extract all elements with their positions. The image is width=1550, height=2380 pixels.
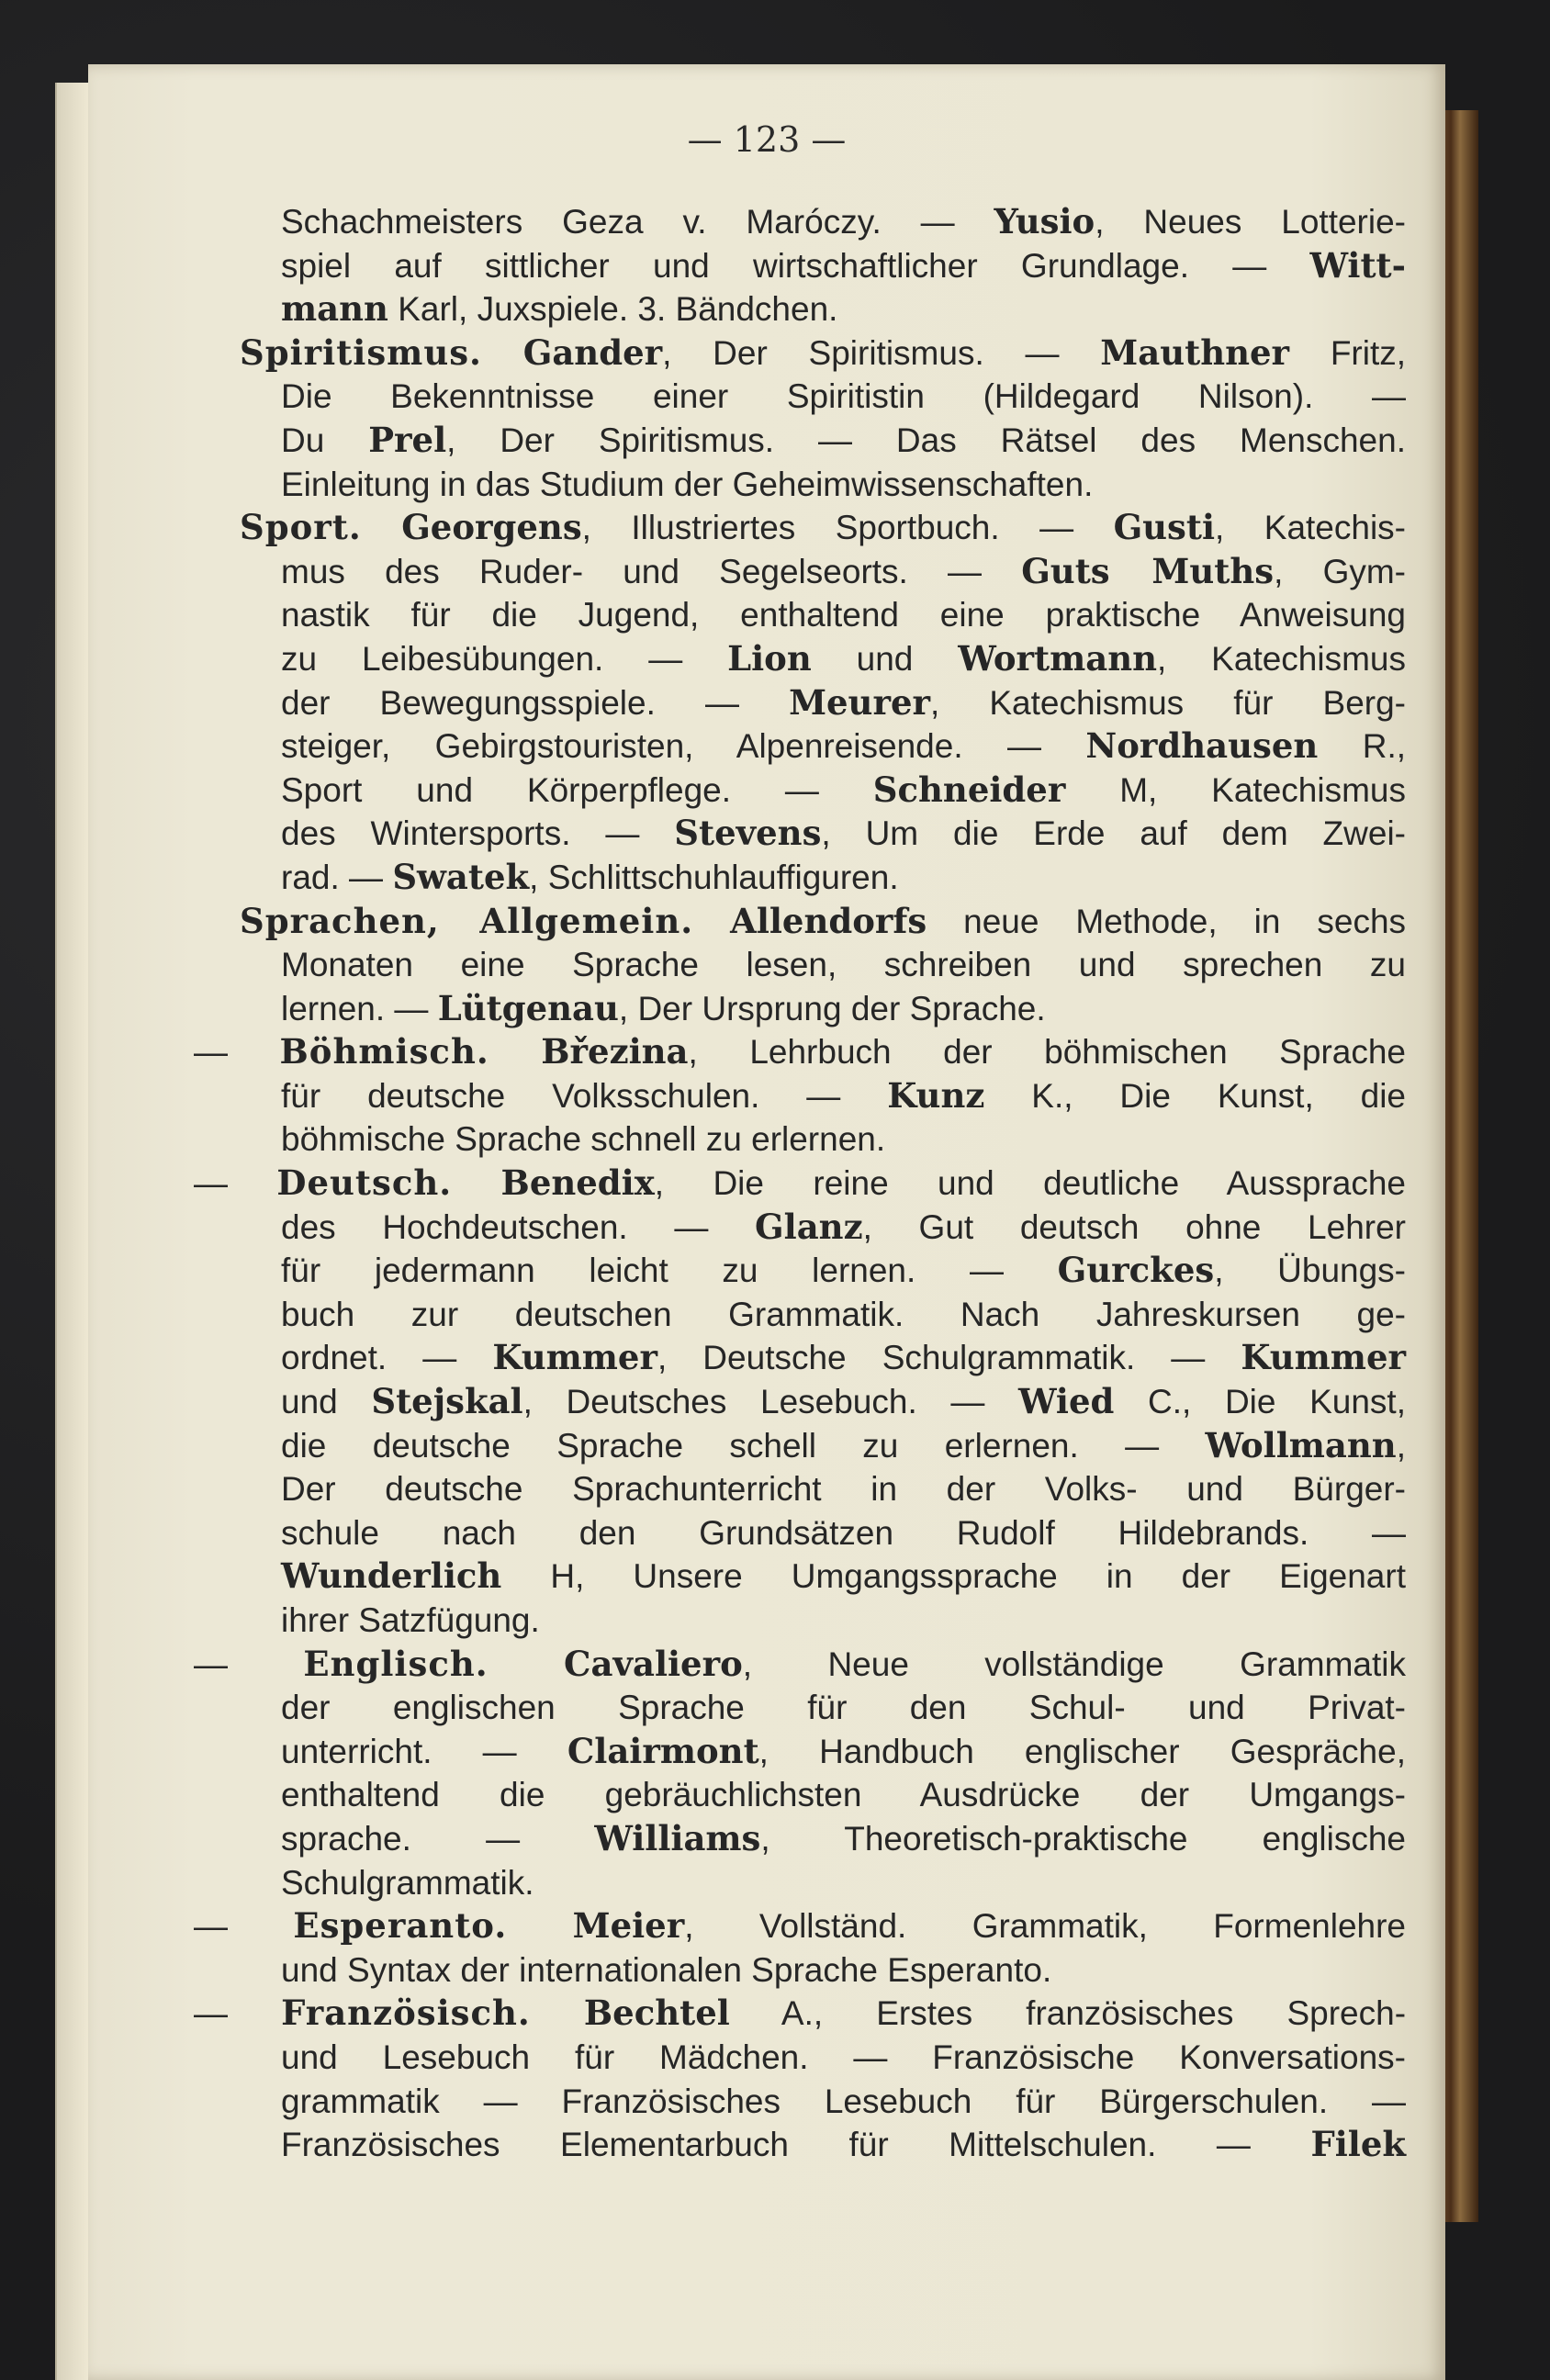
text-run [507, 1907, 572, 1945]
text-run: grammatik — Französisches Lesebuch für Bürgerschulen. — [281, 2082, 1406, 2120]
author-name: Kummer [1241, 1337, 1406, 1378]
text-line [240, 1293, 1406, 1337]
keyword-heading: Spiritismus. [240, 331, 482, 373]
author-name: Swatek [392, 856, 530, 897]
author-name: Nordhausen [1085, 725, 1319, 767]
text-run: , Theoretisch-praktische englische [760, 1819, 1406, 1858]
author-name: Benedix [500, 1162, 655, 1204]
text-line [240, 287, 1406, 331]
text-run: M, Katechismus [1065, 770, 1406, 809]
text-line [240, 1948, 1406, 1993]
text-run: der Bewegungsspiele. — [281, 683, 790, 722]
text-run: Fritz, [1289, 333, 1407, 372]
text-line [240, 1599, 1406, 1643]
text-line [240, 1074, 1406, 1118]
author-name: Mauthner [1100, 331, 1290, 373]
author-name: Gurckes [1057, 1250, 1215, 1291]
text-run: Sport und Körperpflege. — [281, 770, 873, 809]
text-run [489, 1645, 564, 1683]
text-run: , Katechismus [1157, 639, 1406, 678]
author-name: Witt- [1309, 244, 1406, 286]
text-run [482, 334, 523, 372]
keyword-heading: Deutsch. [276, 1162, 453, 1204]
keyword-heading: Sprachen, Allgemein. [240, 900, 694, 941]
text-run [693, 903, 730, 940]
text-run: , Deutsches Lesebuch. — [522, 1383, 1019, 1421]
text-run: ihrer Satzfügung. [281, 1601, 540, 1639]
text-run: zu Leibesübungen. — [281, 639, 728, 678]
text-run: die deutsche Sprache schell zu erlernen. — [281, 1426, 1206, 1465]
text-run: , [1396, 1426, 1406, 1465]
text-run: lernen. — [281, 989, 438, 1027]
text-run: nastik für die Jugend, enthaltend eine praktische Anweisung [281, 596, 1406, 634]
text-run: , Gym- [1274, 552, 1407, 590]
text-run: und [811, 639, 959, 678]
text-line [240, 2080, 1406, 2124]
keyword-heading: Böhmisch. [279, 1031, 489, 1072]
text-line [240, 2036, 1406, 2080]
author-name: Wunderlich [281, 1555, 502, 1597]
text-line [240, 856, 1406, 900]
author-name: Filek [1310, 2124, 1406, 2165]
author-name: Březina [541, 1031, 689, 1072]
text-run: , Der Spiritismus. — Das Rätsel des Menschen. [446, 421, 1406, 459]
author-name: Meurer [789, 681, 930, 723]
book-page [88, 64, 1445, 2380]
author-name: Wollmann [1205, 1424, 1397, 1465]
text-line [240, 681, 1406, 725]
text-line [240, 1817, 1406, 1861]
text-run: , Der Ursprung der Sprache. [618, 989, 1046, 1027]
author-name: Gusti [1113, 507, 1216, 548]
text-line [240, 812, 1406, 856]
text-run: , Deutsche Schulgrammatik. — [657, 1339, 1241, 1377]
author-name: Lion [727, 637, 812, 679]
author-name: mann [281, 288, 388, 330]
page-number: — 123 — [687, 119, 847, 160]
author-name: Lütgenau [437, 987, 619, 1028]
author-name: Stevens [674, 813, 822, 854]
text-run: sprache. — [281, 1819, 595, 1858]
text-line [240, 1380, 1406, 1424]
text-run: R., [1318, 727, 1406, 766]
author-name: Guts Muths [1021, 550, 1275, 591]
text-run: für jedermann leicht zu lernen. — [281, 1252, 1058, 1290]
text-run: , Handbuch englischer Gespräche, [758, 1732, 1406, 1770]
text-line [194, 1643, 1406, 1687]
text-run: böhmische Sprache schnell zu erlernen. [281, 1120, 886, 1159]
text-run [452, 1164, 500, 1202]
text-run: schule nach den Grundsätzen Rudolf Hildebrands. — [281, 1513, 1406, 1552]
author-name: Schneider [872, 769, 1066, 810]
keyword-heading: Sport. [240, 507, 362, 548]
text-run: Karl, Juxspiele. 3. Bändchen. [388, 290, 838, 329]
text-run: , Katechis- [1215, 509, 1407, 547]
text-run: , Vollständ. Grammatik, Formenlehre [684, 1907, 1407, 1946]
text-run: — [194, 1164, 277, 1203]
text-line [194, 1904, 1406, 1948]
text-run: — [194, 1907, 294, 1946]
text-run: rad. — [281, 858, 393, 896]
text-run: des Hochdeutschen. — [281, 1207, 756, 1246]
text-line [240, 463, 1406, 507]
author-name: Meier [572, 1905, 685, 1947]
text-run: A., Erstes französisches Sprech- [729, 1994, 1407, 2033]
text-run: Französisches Elementarbuch für Mittelschulen. — [281, 2126, 1311, 2164]
text-line [240, 1555, 1406, 1599]
author-name: Stejskal [371, 1381, 523, 1422]
text-run: , Schlittschuhlauffiguren. [529, 858, 899, 896]
text-line [240, 331, 1406, 376]
author-name: Wortmann [958, 637, 1158, 679]
text-run: mus des Ruder- und Segelseorts. — [281, 552, 1022, 590]
author-name: Clairmont [567, 1730, 759, 1771]
text-line [240, 637, 1406, 681]
text-run [531, 1994, 584, 2032]
text-line [240, 1206, 1406, 1250]
text-run [489, 1033, 542, 1071]
text-line [194, 1030, 1406, 1074]
text-run: buch zur deutschen Grammatik. Nach Jahreskursen ge- [281, 1295, 1406, 1333]
text-run: , Lehrbuch der böhmischen Sprache [688, 1033, 1406, 1072]
text-body [194, 200, 1407, 2167]
text-run: — [194, 1645, 304, 1683]
text-run: Der deutsche Sprachunterricht in der Volks- und Bürger- [281, 1470, 1406, 1509]
text-run: , Um die Erde auf dem Zwei- [821, 814, 1406, 853]
text-line [240, 724, 1406, 769]
text-line [240, 375, 1406, 419]
text-run: , Neues Lotterie- [1095, 203, 1406, 241]
text-run: H, Unsere Umgangssprache in der Eigenart [501, 1557, 1406, 1596]
text-line [240, 506, 1406, 550]
author-name: Kummer [492, 1337, 657, 1378]
text-line [240, 987, 1406, 1031]
author-name: Bechtel [583, 1993, 730, 2034]
text-run: spiel auf sittlicher und wirtschaftlicher Grundlage. — [281, 246, 1310, 285]
author-name: Gander [522, 331, 663, 373]
text-run: Schulgrammatik. [281, 1863, 534, 1902]
author-name: Allendorfs [730, 900, 927, 941]
text-run: K., Die Kunst, die [984, 1076, 1406, 1115]
text-run: — [194, 1994, 282, 2033]
text-run: ordnet. — [281, 1339, 493, 1377]
text-run: Die Bekenntnisse einer Spiritistin (Hildegard Nilson). — [281, 377, 1406, 416]
author-name: Kunz [887, 1074, 985, 1116]
text-run: , Der Spiritismus. — [662, 333, 1101, 372]
text-line [194, 1992, 1406, 2036]
text-run: Einleitung in das Studium der Geheimwissenschaften. [281, 465, 1094, 503]
author-name: Georgens [401, 507, 582, 548]
text-line [240, 244, 1406, 288]
text-line [240, 769, 1406, 813]
keyword-heading: Französisch. [281, 1993, 531, 2034]
text-line [240, 1467, 1406, 1511]
text-line [240, 1773, 1406, 1817]
text-line [240, 200, 1406, 244]
author-name: Yusio [994, 201, 1095, 241]
text-line [240, 419, 1406, 463]
author-name: Glanz [755, 1206, 863, 1247]
text-line [240, 550, 1406, 594]
text-run: Schachmeisters Geza v. Maróczy. — [281, 203, 994, 241]
text-line [240, 1730, 1406, 1774]
keyword-heading: Esperanto. [293, 1905, 508, 1947]
text-run: Monaten eine Sprache lesen, schreiben und sprechen zu [281, 946, 1406, 984]
text-run: , Illustriertes Sportbuch. — [581, 509, 1114, 547]
text-line [240, 900, 1406, 944]
text-run: neue Methode, in sechs [927, 902, 1407, 940]
author-name: Wied [1018, 1381, 1115, 1422]
author-name: Prel [368, 419, 447, 460]
text-run: und Syntax der internationalen Sprache Esperanto. [281, 1950, 1052, 1989]
text-line [194, 1162, 1406, 1206]
text-run: der englischen Sprache für den Schul- und Privat- [281, 1689, 1406, 1727]
text-run: steiger, Gebirgstouristen, Alpenreisende. — [281, 727, 1086, 766]
text-line [240, 1336, 1406, 1380]
text-line [240, 593, 1406, 637]
text-run: , Katechismus für Berg- [930, 683, 1406, 722]
author-name: Cavaliero [564, 1643, 743, 1684]
text-line [240, 1424, 1406, 1468]
text-run: — [194, 1033, 280, 1072]
text-run: , Neue vollständige Grammatik [742, 1645, 1407, 1683]
text-line [240, 1249, 1406, 1293]
text-run: für deutsche Volksschulen. — [281, 1076, 888, 1115]
text-run [362, 509, 401, 546]
text-run: unterricht. — [281, 1732, 567, 1770]
facing-page-edge [55, 83, 90, 2380]
text-line [240, 1511, 1406, 1555]
text-run: , Die reine und deutliche Aussprache [654, 1164, 1406, 1203]
text-line [240, 1686, 1406, 1730]
text-run: , Gut deutsch ohne Lehrer [862, 1207, 1407, 1246]
text-run: und Lesebuch für Mädchen. — Französische Konversations- [281, 2038, 1406, 2076]
keyword-heading: Englisch. [303, 1643, 489, 1684]
text-run: C., Die Kunst, [1114, 1383, 1406, 1421]
text-line [240, 1861, 1406, 1905]
text-line [240, 1117, 1406, 1162]
text-line [240, 2123, 1406, 2167]
text-run: Du [281, 421, 369, 459]
author-name: Williams [594, 1817, 761, 1858]
text-run: enthaltend die gebräuchlichsten Ausdrücke der Umgangs- [281, 1776, 1406, 1814]
text-line [240, 943, 1406, 987]
text-run: des Wintersports. — [281, 814, 675, 853]
text-run: , Übungs- [1214, 1252, 1406, 1290]
text-run: und [281, 1383, 372, 1421]
